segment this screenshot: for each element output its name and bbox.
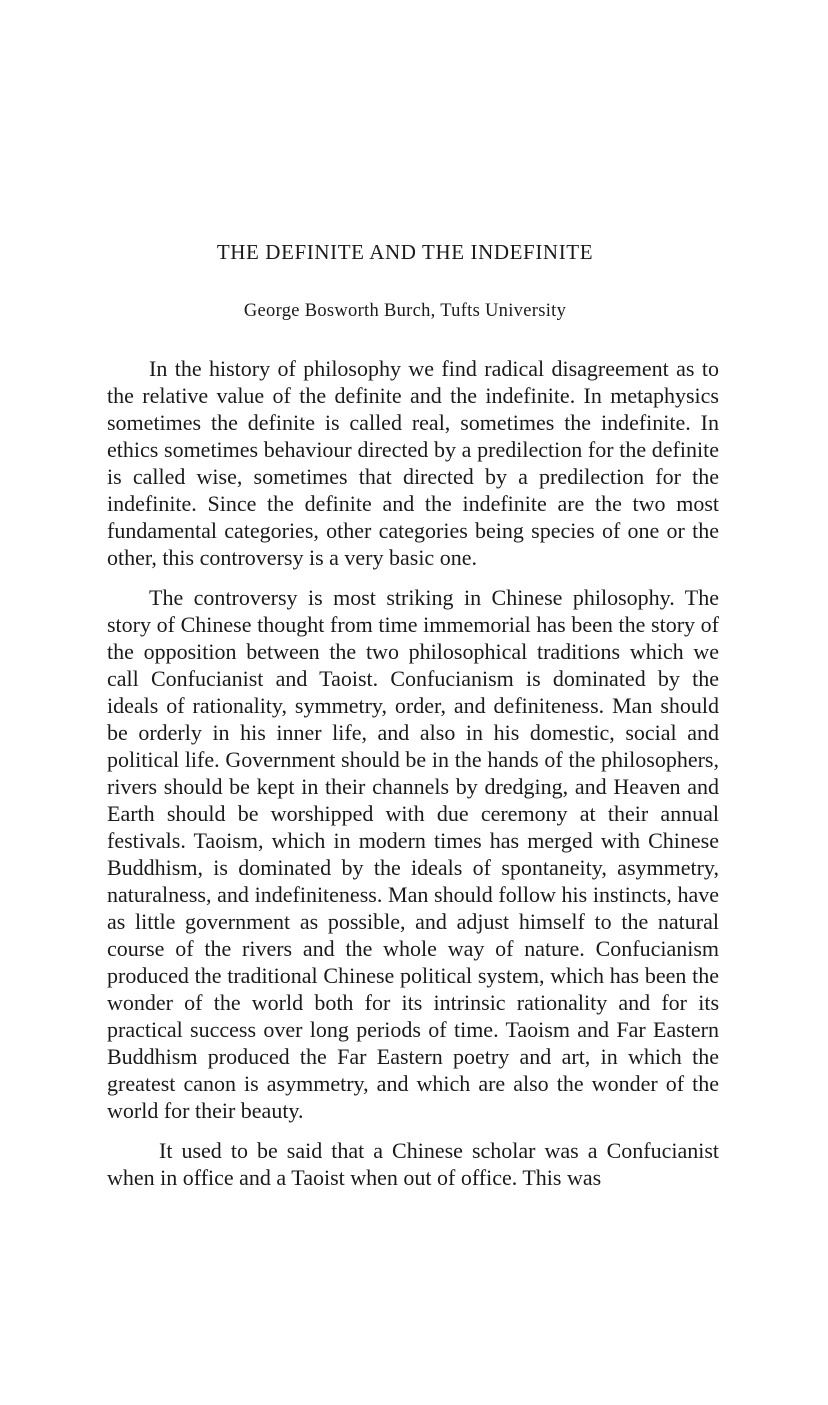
- paragraph-1: In the history of philosophy we find radical disagreement as to the relative value of the definite and the indefinite. In metaphysics sometimes the definite is called real, sometimes the indefinite. In ethics sometimes behaviour directed by a predilection for the definite is called wise, sometimes that directed by a predilection for the indefinite. Since the definite and the indefinite are the two most fundamental categories, other categories being species of one or the other, this controversy is a very basic one.: [107, 356, 719, 570]
- paragraph-3: It used to be said that a Chinese scholar was a Confucianist when in office and a Taoist when out of office. This was: [107, 1138, 719, 1190]
- article-title: THE DEFINITE AND THE INDEFINITE: [216, 240, 594, 264]
- article-body: [107, 355, 719, 1191]
- author-byline: George Bosworth Burch, Tufts University: [243, 301, 567, 321]
- paragraph-2: The controversy is most striking in Chinese philosophy. The story of Chinese thought from time immemorial has been the story of the opposition between the two philosophical traditions which we call Confucianist and Taoist. Confucianism is dominated by the ideals of rationality, symmetry, order, and definiteness. Man should be orderly in his inner life, and also in his domestic, social and political life. Government should be in the hands of the philosophers, rivers should be kept in their channels by dredging, and Heaven and Earth should be worshipped with due ceremony at their annual festivals. Taoism, which in modern times has merged with Chinese Buddhism, is dominated by the ideals of spontaneity, asymmetry, naturalness, and indefiniteness. Man should follow his instincts, have as little government as possible, and adjust himself to the natural course of the rivers and the whole way of nature. Confucianism produced the traditional Chinese political system, which has been the wonder of the world both for its intrinsic rationality and for its practical success over long periods of time. Taoism and Far Eastern Buddhism produced the Far Eastern poetry and art, in which the greatest canon is asymmetry, and which are also the wonder of the world for their beauty.: [107, 585, 719, 1123]
